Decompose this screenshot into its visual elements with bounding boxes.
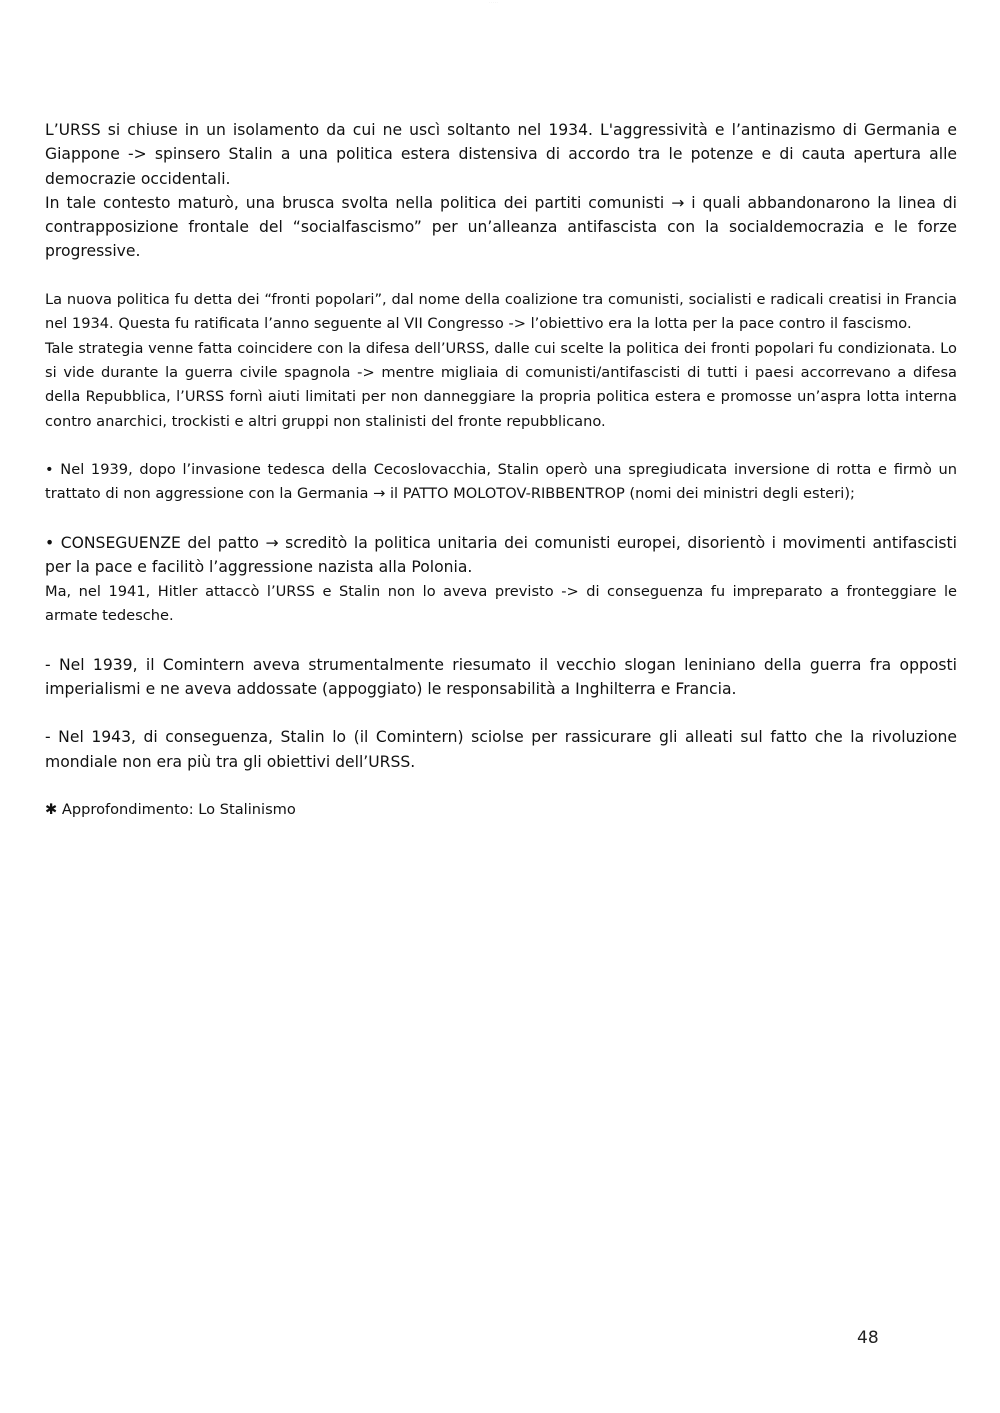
document-body — [45, 118, 957, 823]
spacer — [45, 507, 957, 531]
further-reading-topic: Lo Stalinismo — [198, 801, 296, 819]
paragraph-comintern-1939: - Nel 1939, il Comintern aveva strumentalmente riesumato il vecchio slogan leniniano della guerra fra opposti imperialismi e ne aveva addossate (appoggiato) le responsabilità a Inghilterra e Francia. — [45, 655, 957, 698]
asterisk-icon: ✱ — [45, 801, 58, 819]
paragraph-spanish-civil-war: Tale strategia venne fatta coincidere con la difesa dell’URSS, dalle cui scelte la politica dei fronti popolari fu condizionata. Lo si vide durante la guerra civile spagnola -> mentre migliaia di comunisti/antifascisti di tutti i paesi accorrevano a difesa della Repubblica, l’URSS fornì aiuti limitati per non danneggiare la propria politica estera e promosse un’aspra lotta interna contro anarchici, trockisti e altri gruppi non stalinisti del fronte repubblicano. — [45, 339, 957, 430]
further-reading-label: Approfondimento — [61, 801, 189, 819]
paragraph-comintern-1943: - Nel 1943, di conseguenza, Stalin lo (il Comintern) sciolse per rassicurare gli alleati sul fatto che la rivoluzione mondiale non era più tra gli obiettivi dell’URSS. — [45, 728, 957, 771]
header-mark: · · · · · — [489, 0, 498, 4]
paragraph-hitler-attack: Ma, nel 1941, Hitler attaccò l’URSS e Stalin non lo aveva previsto -> di conseguenza fu impreparato a fronteggiare le armate tedesche. — [45, 582, 957, 624]
spacer — [45, 774, 957, 798]
further-reading-separator: : — [188, 801, 194, 819]
page-number: 48 — [857, 1328, 879, 1348]
spacer — [45, 264, 957, 288]
paragraph-popular-fronts: La nuova politica fu detta dei “fronti popolari”, dal nome della coalizione tra comunisti, socialisti e radicali creatisi in Francia nel 1934. Questa fu ratificata l’anno seguente al VII Congresso -> l’obiettivo era la lotta per la pace contro il fascismo. — [45, 291, 957, 333]
spacer — [45, 628, 957, 652]
bullet-pact-consequences: • CONSEGUENZE del patto → screditò la politica unitaria dei comunisti europei, disorientò i movimenti antifascisti per la pace e facilitò l’aggressione nazista alla Polonia. — [45, 534, 957, 577]
spacer — [45, 434, 957, 458]
bullet-molotov-ribbentrop: • Nel 1939, dopo l’invasione tedesca della Cecoslovacchia, Stalin operò una spregiudicata inversione di rotta e firmò un trattato di non aggressione con la Germania → il PATTO MOLOTOV-RIBBENTROP (nomi dei ministri degli esteri); — [45, 461, 957, 503]
paragraph-urss-isolation: L’URSS si chiuse in un isolamento da cui ne uscì soltanto nel 1934. L'aggressività e l’antinazismo di Germania e Giappone -> spinsero Stalin a una politica estera distensiva di accordo tra le potenze e di cauta apertura alle democrazie occidentali. — [45, 121, 957, 188]
further-reading-line — [45, 798, 957, 822]
paragraph-political-shift: In tale contesto maturò, una brusca svolta nella politica dei partiti comunisti → i quali abbandonarono la linea di contrapposizione frontale del “socialfascismo” per un’alleanza antifascista con la socialdemocrazia e le forze progressive. — [45, 193, 957, 261]
spacer — [45, 701, 957, 725]
